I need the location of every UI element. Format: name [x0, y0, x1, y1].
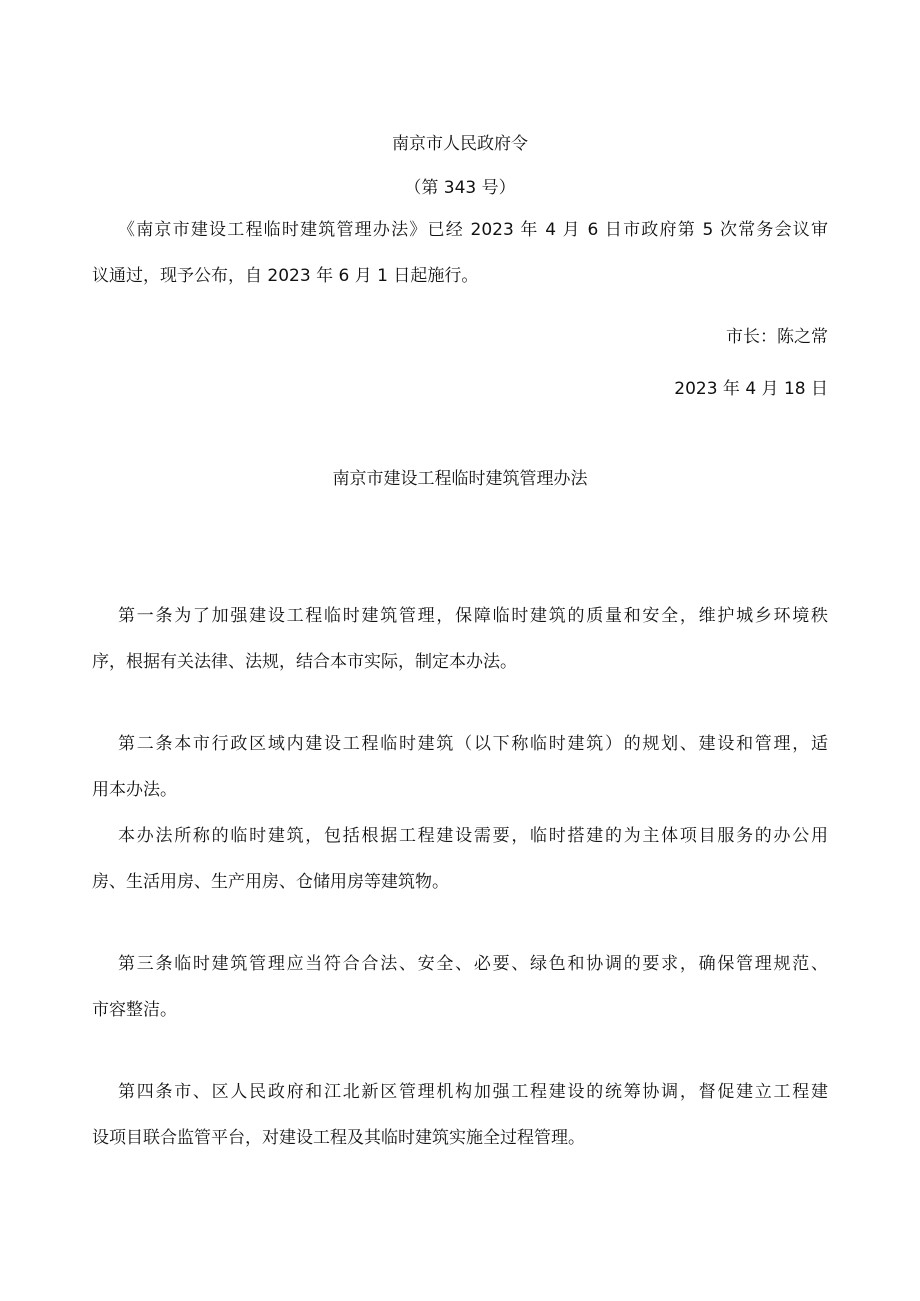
article-2-line-2: 用本办法。 [92, 780, 177, 800]
issue-date: 2023 年 4 月 18 日 [674, 379, 828, 399]
article-4-line-2: 设项目联合监管平台，对建设工程及其临时建筑实施全过程管理。 [92, 1128, 585, 1148]
article-1-line-2: 序，根据有关法律、法规，结合本市实际，制定本办法。 [92, 652, 517, 672]
signature: 市长：陈之常 [726, 327, 828, 347]
order-number: （第 343 号） [404, 178, 516, 198]
article-2-line-1: 第二条本市行政区域内建设工程临时建筑（以下称临时建筑）的规划、建设和管理，适 [118, 734, 828, 754]
article-4-line-1: 第四条市、区人民政府和江北新区管理机构加强工程建设的统筹协调，督促建立工程建 [118, 1082, 828, 1102]
announcement-line-2: 议通过，现予公布，自 2023 年 6 月 1 日起施行。 [92, 266, 479, 286]
regulation-title: 南京市建设工程临时建筑管理办法 [332, 469, 588, 489]
article-2-para-2-line-1: 本办法所称的临时建筑，包括根据工程建设需要，临时搭建的为主体项目服务的办公用 [118, 826, 828, 846]
article-2-para-2-line-2: 房、生活用房、生产用房、仓储用房等建筑物。 [92, 872, 449, 892]
announcement-line-1: 《南京市建设工程临时建筑管理办法》已经 2023 年 4 月 6 日市政府第 5 次常务会议审 [118, 220, 828, 240]
article-1-line-1: 第一条为了加强建设工程临时建筑管理，保障临时建筑的质量和安全，维护城乡环境秩 [118, 606, 828, 626]
article-3-line-2: 市容整洁。 [92, 1000, 177, 1020]
article-3-line-1: 第三条临时建筑管理应当符合合法、安全、必要、绿色和协调的要求，确保管理规范、 [118, 954, 828, 974]
order-issuer: 南京市人民政府令 [392, 134, 528, 154]
